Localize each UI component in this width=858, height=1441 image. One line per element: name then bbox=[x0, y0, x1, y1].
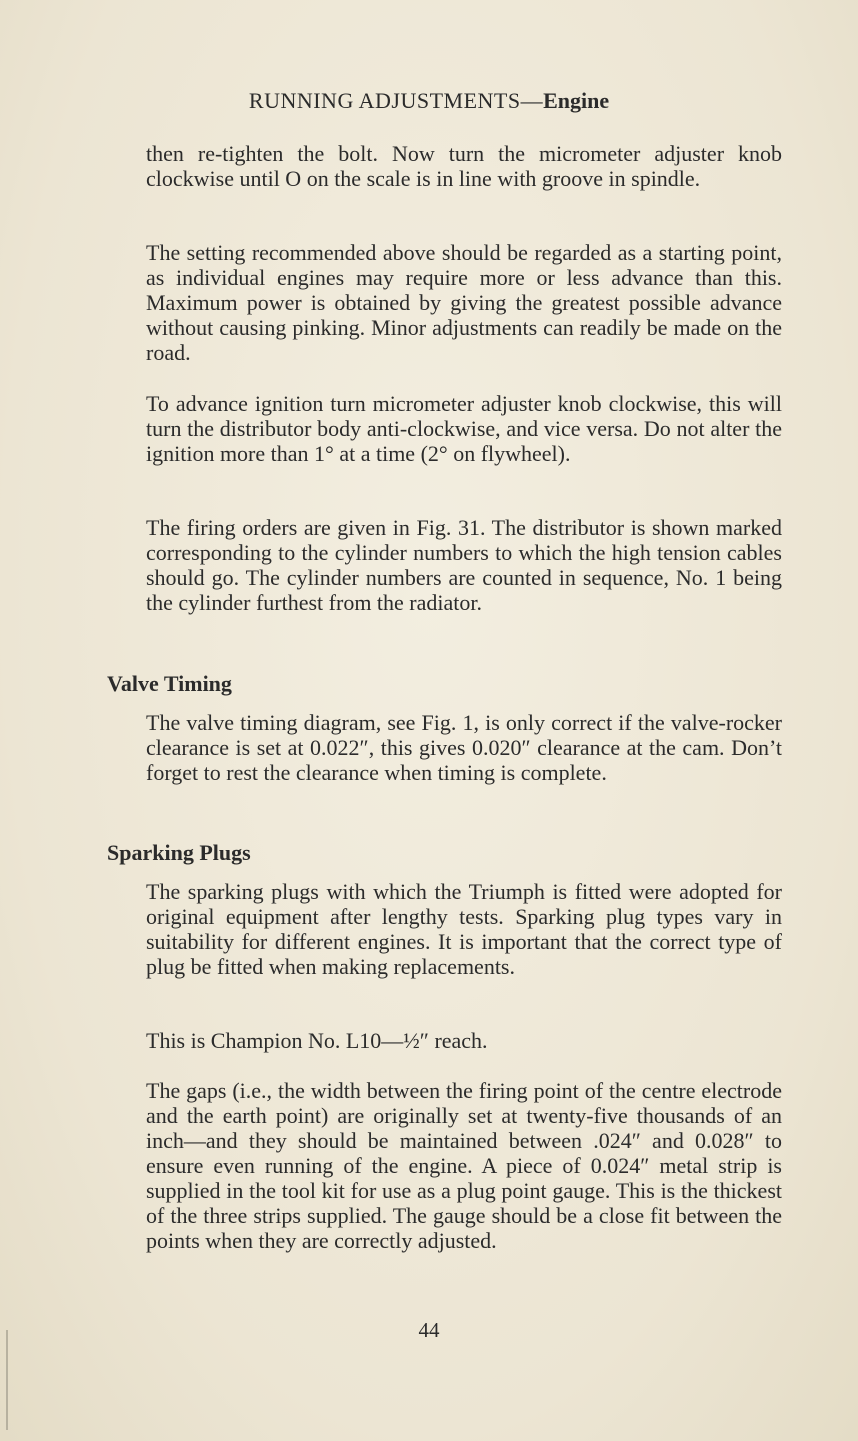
paragraph-firing-orders: The firing orders are given in Fig. 31. The distributor is shown marked corresponding to the cylinder numbers to which the high tension cables should go. The cylinder numbers are counted in sequence, No. 1 being the cylinder furthest from the radiator. bbox=[146, 515, 782, 615]
paragraph-valve-timing: The valve timing diagram, see Fig. 1, is only correct if the valve-rocker clearance is set at 0.022″, this gives 0.020″ clearance at the cam. Don’t forget to rest the clearance when timing is complete. bbox=[146, 710, 782, 785]
paragraph-retighten: then re-tighten the bolt. Now turn the micrometer adjuster knob clockwise until O on the scale is in line with groove in spindle. bbox=[146, 141, 782, 191]
paragraph-advance-ignition: To advance ignition turn micrometer adjuster knob clockwise, this will turn the distributor body anti-clockwise, and vice versa. Do not alter the ignition more than 1° at a time (2° on flywheel). bbox=[146, 391, 782, 466]
header-section: Engine bbox=[543, 88, 610, 113]
paragraph-setting: The setting recommended above should be regarded as a starting point, as individual engines may require more or less advance than this. Maximum power is obtained by giving the greatest possible advance without causing pinking. Minor adjustments can readily be made on the road. bbox=[146, 240, 782, 365]
paragraph-sparking-plugs: The sparking plugs with which the Triumph is fitted were adopted for original equipment after lengthy tests. Sparking plug types vary in suitability for different engines. It is important that the correct type of plug be fitted when making replacements. bbox=[146, 879, 782, 979]
page-edge-mark bbox=[6, 1330, 8, 1430]
heading-sparking-plugs: Sparking Plugs bbox=[107, 840, 251, 865]
running-header bbox=[0, 88, 858, 114]
paragraph-gaps: The gaps (i.e., the width between the firing point of the centre electrode and the earth point) are originally set at twenty-five thousands of an inch—and they should be maintained between .024″ and 0.028″ to ensure even running of the engine. A piece of 0.024″ metal strip is supplied in the tool kit for use as a plug point gauge. This is the thickest of the three strips supplied. The gauge should be a close fit between the points when they are correctly adjusted. bbox=[146, 1078, 782, 1253]
page-number: 44 bbox=[418, 1318, 440, 1342]
paragraph-champion: This is Champion No. L10—½″ reach. bbox=[146, 1028, 488, 1053]
header-title: RUNNING ADJUSTMENTS— bbox=[248, 88, 544, 113]
heading-valve-timing: Valve Timing bbox=[107, 671, 232, 696]
